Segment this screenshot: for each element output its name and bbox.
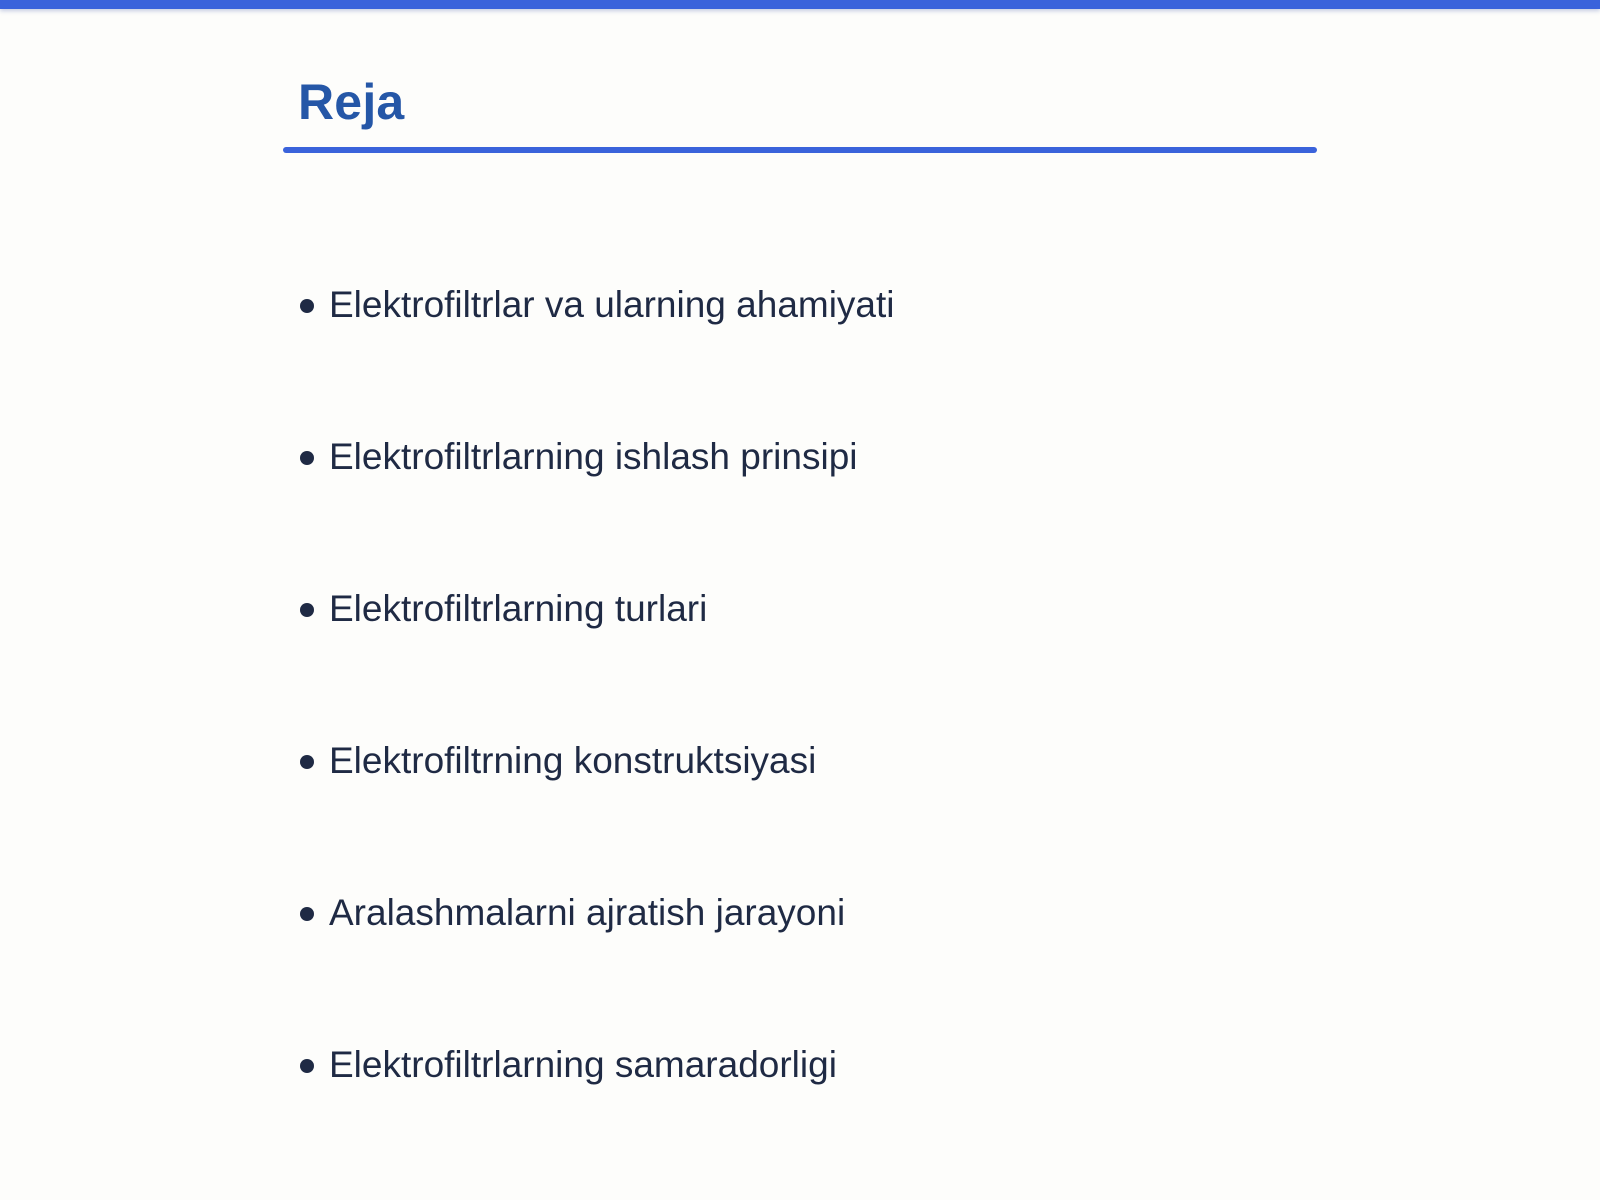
title-underline — [283, 147, 1317, 153]
list-item-text: Elektrofiltrlarning samaradorligi — [329, 1044, 837, 1085]
list-item — [300, 731, 1300, 883]
plan-list — [300, 275, 1300, 1187]
bullet-icon — [300, 603, 314, 617]
list-item-text: Elektrofiltrning konstruktsiyasi — [329, 740, 817, 781]
list-item — [300, 427, 1300, 579]
list-item — [300, 1035, 1300, 1187]
slide-title: Reja — [298, 74, 405, 130]
bullet-icon — [300, 299, 314, 313]
list-item-text: Elektrofiltrlarning ishlash prinsipi — [329, 436, 858, 477]
top-accent-bar — [0, 0, 1600, 9]
bullet-icon — [300, 907, 314, 921]
list-item-text: Elektrofiltrlar va ularning ahamiyati — [329, 284, 895, 325]
list-item-text: Elektrofiltrlarning turlari — [329, 588, 708, 629]
list-item-text: Aralashmalarni ajratish jarayoni — [329, 892, 846, 933]
bullet-icon — [300, 755, 314, 769]
list-item — [300, 579, 1300, 731]
list-item — [300, 883, 1300, 1035]
bullet-icon — [300, 451, 314, 465]
bullet-icon — [300, 1059, 314, 1073]
list-item — [300, 275, 1300, 427]
